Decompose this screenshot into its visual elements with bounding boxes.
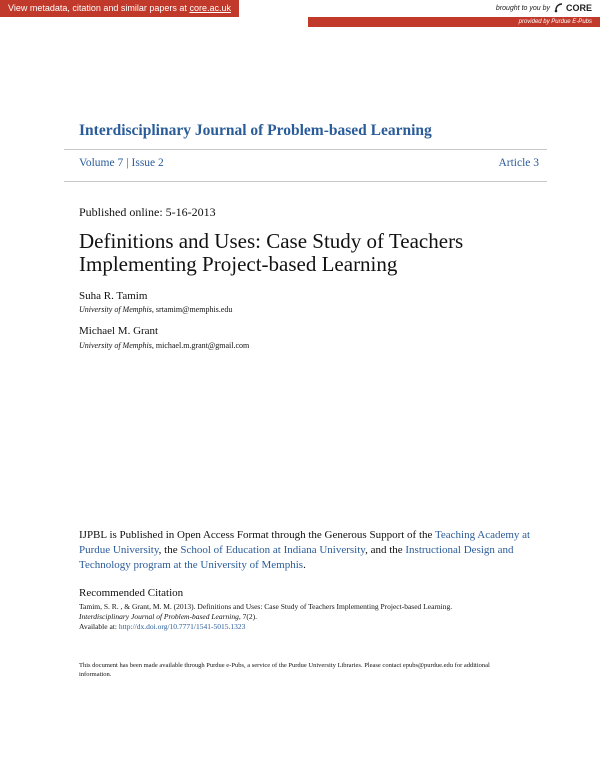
citation-available-line <box>79 622 539 632</box>
volume-issue-row <box>79 157 539 169</box>
volume-link[interactable]: Volume 7 <box>79 157 124 169</box>
teaching-academy-link[interactable]: Teaching Academy at Purdue University <box>79 529 531 556</box>
author-name: Michael M. Grant <box>79 325 159 337</box>
author-affiliation <box>79 341 249 350</box>
author-affiliation <box>79 305 232 314</box>
author-institution: University of Memphis <box>79 341 152 350</box>
author-institution: University of Memphis <box>79 305 152 314</box>
core-logo[interactable] <box>554 3 592 13</box>
core-logo-icon <box>554 3 564 13</box>
recommended-citation-heading: Recommended Citation <box>79 587 184 599</box>
author-name: Suha R. Tamim <box>79 290 148 302</box>
issue-link[interactable]: Issue 2 <box>131 157 164 169</box>
brought-by-text: brought to you by <box>495 4 550 12</box>
published-date: Published online: 5-16-2013 <box>79 205 216 219</box>
citation-line: Tamim, S. R. , & Grant, M. M. (2013). Definitions and Uses: Case Study of Teachers Implementing Project-based Learning. <box>79 602 453 611</box>
author-email: , michael.m.grant@gmail.com <box>151 341 250 350</box>
provided-by-text[interactable]: provided by Purdue E-Pubs <box>518 19 592 25</box>
core-logo-label: CORE <box>565 3 592 13</box>
citation-journal: Interdisciplinary Journal of Problem-based Learning <box>79 612 239 621</box>
citation-volume-issue: , 7(2). <box>238 612 257 621</box>
citation-block <box>79 602 539 632</box>
core-banner <box>0 0 600 27</box>
open-access-statement <box>79 528 534 573</box>
header-divider-bottom <box>64 181 547 182</box>
header-divider-top <box>64 149 547 150</box>
core-metadata-link[interactable] <box>0 0 239 17</box>
core-brought-by <box>496 3 592 13</box>
support-text: , and the <box>365 544 406 556</box>
citation-available-label: Available at: <box>79 622 119 631</box>
article-number-link[interactable]: Article 3 <box>498 157 539 169</box>
volume-issue-separator: | <box>126 157 129 169</box>
school-of-education-link[interactable]: School of Education at Indiana University <box>180 544 366 556</box>
core-ac-uk-link[interactable]: core.ac.uk <box>189 3 231 13</box>
idt-program-link[interactable]: Instructional Design and Technology program at the University of Memphis <box>79 544 514 571</box>
support-text: IJPBL is Published in Open Access Format through the Generous Support of the <box>79 529 435 541</box>
support-text: . <box>303 559 306 571</box>
article-title: Definitions and Uses: Case Study of Teachers Implementing Project-based Learning <box>79 229 464 276</box>
support-text: , the <box>158 544 181 556</box>
journal-title[interactable]: Interdisciplinary Journal of Problem-based Learning <box>79 122 432 139</box>
doi-link[interactable]: http://dx.doi.org/10.7771/1541-5015.1323 <box>118 622 246 631</box>
footer-note: This document has been made available through Purdue e-Pubs, a service of the Purdue University Libraries. Please contact epubs@purdue.edu for additional information. <box>79 662 490 678</box>
author-email: , srtamim@memphis.edu <box>151 305 233 314</box>
citation-journal-line <box>79 612 539 622</box>
core-metadata-text: View metadata, citation and similar papers at <box>8 3 190 13</box>
core-provided-by-strip <box>308 17 600 27</box>
